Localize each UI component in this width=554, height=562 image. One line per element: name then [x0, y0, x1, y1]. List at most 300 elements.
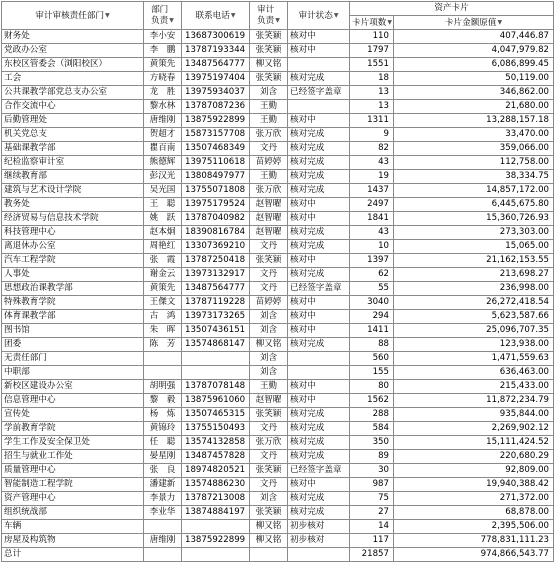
cell-value[interactable]: 19,940,388.42	[394, 478, 554, 492]
cell-dept[interactable]: 汽车工程学院	[2, 254, 144, 268]
cell-person[interactable]: 方晓春	[144, 72, 182, 86]
cell-auditor[interactable]: 张万欣	[250, 128, 288, 142]
cell-phone[interactable]: 13787078148	[182, 380, 250, 394]
col-header-status[interactable]	[288, 2, 350, 30]
cell-status[interactable]: 核对完成	[288, 506, 350, 520]
cell-auditor[interactable]: 文丹	[250, 478, 288, 492]
cell-auditor[interactable]: 柳又铭	[250, 58, 288, 72]
cell-value[interactable]: 6,445,675.80	[394, 198, 554, 212]
cell-status[interactable]: 核对完成	[288, 408, 350, 422]
cell-status[interactable]: 核对中	[288, 198, 350, 212]
cell-person[interactable]: 周艳红	[144, 240, 182, 254]
cell-person[interactable]: 李业华	[144, 506, 182, 520]
cell-phone[interactable]: 13487564777	[182, 58, 250, 72]
cell-value[interactable]: 21,680.00	[394, 100, 554, 114]
cell-person[interactable]: 潘建新	[144, 478, 182, 492]
cell-auditor[interactable]: 张万欣	[250, 184, 288, 198]
cell-status[interactable]: 核对完成	[288, 170, 350, 184]
col-header-person[interactable]	[144, 2, 182, 30]
col-header-auditor-label	[257, 5, 274, 27]
cell-dept[interactable]: 质量管理中心	[2, 464, 144, 478]
cell-count[interactable]: 1551	[350, 58, 394, 72]
cell-value[interactable]: 15,360,726.93	[394, 212, 554, 226]
cell-dept[interactable]: 信息管理中心	[2, 394, 144, 408]
cell-status[interactable]: 核对中	[288, 44, 350, 58]
cell-dept[interactable]: 团委	[2, 338, 144, 352]
cell-auditor[interactable]: 文丹	[250, 142, 288, 156]
col-header-status-label: 审计状态	[298, 10, 333, 21]
cell-auditor[interactable]: 柳又铭	[250, 534, 288, 548]
cell-dept[interactable]: 继续教育部	[2, 170, 144, 184]
cell-value[interactable]: 15,065.00	[394, 240, 554, 254]
cell-phone[interactable]: 13975934037	[182, 86, 250, 100]
cell-phone[interactable]: 13975110618	[182, 156, 250, 170]
cell-phone[interactable]: 15873157708	[182, 128, 250, 142]
cell-count[interactable]: 43	[350, 226, 394, 240]
cell-count[interactable]: 1841	[350, 212, 394, 226]
cell-person[interactable]: 瞿百南	[144, 142, 182, 156]
col-header-person-line2: 负责	[151, 15, 169, 26]
cell-dept[interactable]: 公共课教学部党总支办公室	[2, 86, 144, 100]
cell-count[interactable]: 88	[350, 338, 394, 352]
cell-count[interactable]: 110	[350, 30, 394, 44]
cell-phone[interactable]: 13787119228	[182, 296, 250, 310]
cell-auditor[interactable]: 张笑颖	[250, 464, 288, 478]
cell-phone[interactable]: 13574868147	[182, 338, 250, 352]
cell-status[interactable]: 核对完成	[288, 226, 350, 240]
cell-status[interactable]: 核对中	[288, 394, 350, 408]
cell-dept[interactable]: 总计	[2, 548, 144, 562]
cell-value[interactable]: 2,269,902.12	[394, 422, 554, 436]
cell-person[interactable]: 吴光国	[144, 184, 182, 198]
cell-status[interactable]: 核对完成	[288, 184, 350, 198]
cell-status[interactable]: 核对中	[288, 380, 350, 394]
cell-phone[interactable]: 13875922899	[182, 114, 250, 128]
cell-dept[interactable]: 特殊教育学院	[2, 296, 144, 310]
cell-dept[interactable]: 东校区管委会（浏阳校区）	[2, 58, 144, 72]
col-header-count[interactable]	[350, 16, 394, 30]
cell-value[interactable]: 407,446.87	[394, 30, 554, 44]
cell-count[interactable]: 14	[350, 520, 394, 534]
cell-person[interactable]: 唐维刚	[144, 114, 182, 128]
cell-value[interactable]: 215,433.00	[394, 380, 554, 394]
cell-person[interactable]: 唐维刚	[144, 534, 182, 548]
cell-status[interactable]: 核对完成	[288, 128, 350, 142]
cell-person[interactable]: 黎水林	[144, 100, 182, 114]
cell-count[interactable]: 80	[350, 380, 394, 394]
cell-dept[interactable]: 机关党总支	[2, 128, 144, 142]
cell-auditor[interactable]: 柳又铭	[250, 338, 288, 352]
cell-status[interactable]: 核对完成	[288, 338, 350, 352]
cell-phone[interactable]: 13487457828	[182, 450, 250, 464]
cell-value[interactable]: 213,698.27	[394, 268, 554, 282]
col-header-count-label: 卡片项数	[352, 17, 387, 28]
cell-phone[interactable]: 18390816784	[182, 226, 250, 240]
col-header-dept-label: 审计审核责任部门	[35, 10, 105, 21]
cell-value[interactable]: 25,096,707.35	[394, 324, 554, 338]
cell-auditor[interactable]: 张笑颖	[250, 72, 288, 86]
cell-value[interactable]: 68,878.00	[394, 506, 554, 520]
cell-dept[interactable]: 科技管理中心	[2, 226, 144, 240]
cell-person[interactable]: 赵本炯	[144, 226, 182, 240]
cell-dept[interactable]: 后勤管理处	[2, 114, 144, 128]
cell-status[interactable]	[288, 352, 350, 366]
cell-person[interactable]: 龙 胜	[144, 86, 182, 100]
cell-count[interactable]: 18	[350, 72, 394, 86]
cell-count[interactable]: 1437	[350, 184, 394, 198]
table-row	[2, 548, 554, 562]
cell-count[interactable]: 560	[350, 352, 394, 366]
cell-person[interactable]: 李小安	[144, 30, 182, 44]
cell-auditor[interactable]: 张笑颖	[250, 408, 288, 422]
table-row	[2, 352, 554, 366]
cell-dept[interactable]: 车辆	[2, 520, 144, 534]
cell-count[interactable]: 30	[350, 464, 394, 478]
cell-person[interactable]: 贺超才	[144, 128, 182, 142]
cell-phone[interactable]: 13787087236	[182, 100, 250, 114]
col-header-value[interactable]	[394, 16, 554, 30]
cell-dept[interactable]: 离退休办公室	[2, 240, 144, 254]
cell-count[interactable]: 55	[350, 282, 394, 296]
cell-count[interactable]: 350	[350, 436, 394, 450]
filter-dropdown-icon[interactable]: ▼	[169, 16, 174, 24]
cell-count[interactable]: 117	[350, 534, 394, 548]
table-row	[2, 44, 554, 58]
cell-status[interactable]: 核对中	[288, 212, 350, 226]
cell-count[interactable]: 584	[350, 422, 394, 436]
cell-count[interactable]: 155	[350, 366, 394, 380]
cell-auditor[interactable]: 刘含	[250, 86, 288, 100]
cell-value[interactable]: 50,119.00	[394, 72, 554, 86]
cell-value[interactable]: 1,471,559.63	[394, 352, 554, 366]
cell-auditor[interactable]: 文丹	[250, 422, 288, 436]
table-row	[2, 184, 554, 198]
cell-person[interactable]	[144, 548, 182, 562]
table-row	[2, 212, 554, 226]
cell-status[interactable]: 核对中	[288, 296, 350, 310]
cell-count[interactable]: 288	[350, 408, 394, 422]
cell-status[interactable]: 核对完成	[288, 422, 350, 436]
cell-auditor[interactable]: 刘含	[250, 352, 288, 366]
cell-value[interactable]: 346,862.00	[394, 86, 554, 100]
cell-auditor[interactable]: 苗婷婷	[250, 296, 288, 310]
cell-dept[interactable]: 无责任部门	[2, 352, 144, 366]
cell-count[interactable]: 1311	[350, 114, 394, 128]
cell-count[interactable]: 62	[350, 268, 394, 282]
cell-value[interactable]: 38,334.75	[394, 170, 554, 184]
cell-status[interactable]: 核对完成	[288, 156, 350, 170]
filter-dropdown-icon[interactable]: ▼	[230, 11, 236, 19]
cell-auditor[interactable]: 王勤	[250, 380, 288, 394]
cell-phone[interactable]: 13808497977	[182, 170, 250, 184]
cell-status[interactable]: 核对中	[288, 254, 350, 268]
cell-dept[interactable]: 教务处	[2, 198, 144, 212]
cell-phone[interactable]: 13755071808	[182, 184, 250, 198]
cell-value[interactable]: 6,086,899.45	[394, 58, 554, 72]
cell-person[interactable]	[144, 366, 182, 380]
cell-count[interactable]: 13	[350, 86, 394, 100]
cell-auditor[interactable]: 苗婷婷	[250, 156, 288, 170]
cell-person[interactable]: 胡明强	[144, 380, 182, 394]
cell-phone[interactable]	[182, 366, 250, 380]
cell-count[interactable]: 987	[350, 478, 394, 492]
cell-auditor[interactable]: 刘含	[250, 366, 288, 380]
cell-auditor[interactable]: 刘含	[250, 310, 288, 324]
cell-phone[interactable]: 13307369210	[182, 240, 250, 254]
table-row	[2, 128, 554, 142]
cell-value[interactable]: 13,288,157.18	[394, 114, 554, 128]
cell-auditor[interactable]: 赵智曜	[250, 226, 288, 240]
table-row	[2, 240, 554, 254]
cell-value[interactable]: 4,047,979.82	[394, 44, 554, 58]
cell-status[interactable]: 已经签字盖章	[288, 86, 350, 100]
table-row	[2, 310, 554, 324]
cell-status[interactable]: 核对完成	[288, 492, 350, 506]
cell-phone[interactable]	[182, 520, 250, 534]
cell-value[interactable]: 359,066.00	[394, 142, 554, 156]
cell-auditor[interactable]: 文丹	[250, 450, 288, 464]
cell-count[interactable]: 43	[350, 156, 394, 170]
cell-dept[interactable]: 宣传处	[2, 408, 144, 422]
cell-person[interactable]	[144, 352, 182, 366]
filter-dropdown-icon[interactable]: ▼	[333, 11, 339, 19]
cell-value[interactable]: 112,758.00	[394, 156, 554, 170]
cell-person[interactable]: 晏星刚	[144, 450, 182, 464]
cell-dept[interactable]: 新校区建设办公室	[2, 380, 144, 394]
cell-value[interactable]: 273,303.00	[394, 226, 554, 240]
cell-person[interactable]: 张 霞	[144, 254, 182, 268]
cell-value[interactable]: 21,162,153.55	[394, 254, 554, 268]
cell-count[interactable]: 75	[350, 492, 394, 506]
cell-value[interactable]: 236,998.00	[394, 282, 554, 296]
cell-value[interactable]: 11,872,234.79	[394, 394, 554, 408]
cell-value[interactable]: 2,395,506.00	[394, 520, 554, 534]
col-header-auditor[interactable]	[250, 2, 288, 30]
cell-person[interactable]: 黄策先	[144, 58, 182, 72]
cell-phone[interactable]: 18974820521	[182, 464, 250, 478]
cell-auditor[interactable]: 文丹	[250, 282, 288, 296]
cell-auditor[interactable]: 柳又铭	[250, 520, 288, 534]
cell-dept[interactable]: 经济贸易与信息技术学院	[2, 212, 144, 226]
cell-value[interactable]: 271,372.00	[394, 492, 554, 506]
cell-auditor[interactable]: 赵智曜	[250, 212, 288, 226]
cell-phone[interactable]: 13973132917	[182, 268, 250, 282]
cell-status[interactable]: 核对中	[288, 114, 350, 128]
table-row	[2, 366, 554, 380]
cell-dept[interactable]: 党政办公室	[2, 44, 144, 58]
cell-status[interactable]: 核对完成	[288, 268, 350, 282]
cell-phone[interactable]: 13787250418	[182, 254, 250, 268]
cell-person[interactable]: 黎 毅	[144, 394, 182, 408]
cell-person[interactable]: 姚 跃	[144, 212, 182, 226]
cell-count[interactable]: 10	[350, 240, 394, 254]
cell-person[interactable]: 王 聪	[144, 198, 182, 212]
cell-dept[interactable]: 人事处	[2, 268, 144, 282]
cell-person[interactable]: 王傑文	[144, 296, 182, 310]
cell-person[interactable]	[144, 520, 182, 534]
cell-value[interactable]: 5,623,587.66	[394, 310, 554, 324]
cell-person[interactable]: 任 聪	[144, 436, 182, 450]
cell-value[interactable]: 26,272,418.54	[394, 296, 554, 310]
cell-count[interactable]: 2497	[350, 198, 394, 212]
cell-value[interactable]: 15,111,424.52	[394, 436, 554, 450]
cell-auditor[interactable]: 赵智曜	[250, 198, 288, 212]
cell-status[interactable]: 已经签字盖章	[288, 282, 350, 296]
cell-person[interactable]: 李景力	[144, 492, 182, 506]
cell-dept[interactable]: 合作交流中心	[2, 100, 144, 114]
cell-status[interactable]: 核对中	[288, 310, 350, 324]
cell-person[interactable]: 彭汉光	[144, 170, 182, 184]
cell-status[interactable]: 核对中	[288, 324, 350, 338]
cell-count[interactable]: 9	[350, 128, 394, 142]
cell-status[interactable]	[288, 58, 350, 72]
cell-auditor[interactable]	[250, 548, 288, 562]
cell-value[interactable]: 123,938.00	[394, 338, 554, 352]
cell-value[interactable]: 636,463.00	[394, 366, 554, 380]
cell-dept[interactable]: 财务处	[2, 30, 144, 44]
cell-value[interactable]: 14,857,172.00	[394, 184, 554, 198]
filter-dropdown-icon[interactable]: ▼	[497, 18, 503, 26]
cell-dept[interactable]: 图书馆	[2, 324, 144, 338]
cell-count[interactable]: 19	[350, 170, 394, 184]
cell-person[interactable]: 张 良	[144, 464, 182, 478]
table-row	[2, 380, 554, 394]
cell-auditor[interactable]: 文丹	[250, 268, 288, 282]
cell-person[interactable]: 李 鹏	[144, 44, 182, 58]
cell-phone[interactable]: 13874884197	[182, 506, 250, 520]
cell-status[interactable]: 核对完成	[288, 240, 350, 254]
cell-auditor[interactable]: 张笑颖	[250, 30, 288, 44]
cell-dept[interactable]: 招生与就业工作处	[2, 450, 144, 464]
cell-phone[interactable]: 13574886230	[182, 478, 250, 492]
table-row	[2, 114, 554, 128]
cell-auditor[interactable]: 王勤	[250, 114, 288, 128]
cell-phone[interactable]: 13787040982	[182, 212, 250, 226]
cell-dept[interactable]: 纪检监察审计室	[2, 156, 144, 170]
cell-status[interactable]: 初步核对	[288, 534, 350, 548]
cell-dept[interactable]: 智能制造工程学院	[2, 478, 144, 492]
cell-status[interactable]: 核对中	[288, 478, 350, 492]
cell-count[interactable]: 1397	[350, 254, 394, 268]
cell-phone[interactable]	[182, 548, 250, 562]
cell-count[interactable]: 27	[350, 506, 394, 520]
cell-dept[interactable]: 学前教育学院	[2, 422, 144, 436]
cell-person[interactable]: 熊德辉	[144, 156, 182, 170]
filter-dropdown-icon[interactable]: ▼	[275, 16, 280, 24]
cell-auditor[interactable]: 张笑颖	[250, 254, 288, 268]
cell-count[interactable]: 1411	[350, 324, 394, 338]
cell-status[interactable]	[288, 100, 350, 114]
cell-value[interactable]: 974,866,543.77	[394, 548, 554, 562]
cell-dept[interactable]: 基础课教学部	[2, 142, 144, 156]
cell-dept[interactable]: 中职部	[2, 366, 144, 380]
cell-phone[interactable]: 13975197404	[182, 72, 250, 86]
cell-count[interactable]: 89	[350, 450, 394, 464]
cell-count[interactable]: 1562	[350, 394, 394, 408]
cell-phone[interactable]: 13507465315	[182, 408, 250, 422]
cell-value[interactable]: 935,844.00	[394, 408, 554, 422]
filter-dropdown-icon[interactable]: ▼	[105, 11, 110, 19]
cell-status[interactable]: 核对完成	[288, 142, 350, 156]
cell-value[interactable]: 92,809.00	[394, 464, 554, 478]
cell-phone[interactable]: 13787193344	[182, 44, 250, 58]
cell-count[interactable]: 1797	[350, 44, 394, 58]
cell-person[interactable]: 黄锦玲	[144, 422, 182, 436]
cell-dept[interactable]: 学生工作及安全保卫处	[2, 436, 144, 450]
cell-dept[interactable]: 体育课教学部	[2, 310, 144, 324]
cell-auditor[interactable]: 王勤	[250, 100, 288, 114]
filter-dropdown-icon[interactable]: ▼	[387, 18, 393, 26]
table-row	[2, 72, 554, 86]
cell-auditor[interactable]: 张笑颖	[250, 506, 288, 520]
cell-dept[interactable]: 组织统战部	[2, 506, 144, 520]
cell-phone[interactable]: 13875961060	[182, 394, 250, 408]
cell-person[interactable]: 朱 晖	[144, 324, 182, 338]
cell-person[interactable]: 杨 炼	[144, 408, 182, 422]
cell-status[interactable]: 初步核对	[288, 520, 350, 534]
cell-status[interactable]: 核对完成	[288, 72, 350, 86]
cell-status[interactable]	[288, 548, 350, 562]
cell-count[interactable]: 21857	[350, 548, 394, 562]
cell-auditor[interactable]: 王勤	[250, 170, 288, 184]
cell-phone[interactable]: 13973173265	[182, 310, 250, 324]
cell-auditor[interactable]: 刘含	[250, 492, 288, 506]
cell-person[interactable]: 陈 芳	[144, 338, 182, 352]
cell-dept[interactable]: 工会	[2, 72, 144, 86]
cell-person[interactable]: 谢金云	[144, 268, 182, 282]
cell-status[interactable]	[288, 366, 350, 380]
cell-person[interactable]: 古 鸿	[144, 310, 182, 324]
cell-dept[interactable]: 资产管理中心	[2, 492, 144, 506]
cell-status[interactable]: 核对中	[288, 30, 350, 44]
cell-count[interactable]: 13	[350, 100, 394, 114]
cell-phone[interactable]: 13975179524	[182, 198, 250, 212]
cell-auditor[interactable]: 张万欣	[250, 436, 288, 450]
cell-phone[interactable]: 13687300619	[182, 30, 250, 44]
cell-value[interactable]: 778,831,111.23	[394, 534, 554, 548]
cell-dept[interactable]: 建筑与艺术设计学院	[2, 184, 144, 198]
col-header-phone[interactable]	[182, 2, 250, 30]
cell-auditor[interactable]: 张笑颖	[250, 44, 288, 58]
table-row	[2, 226, 554, 240]
cell-phone[interactable]: 13487564777	[182, 282, 250, 296]
cell-phone[interactable]: 13507468349	[182, 142, 250, 156]
cell-phone[interactable]: 13787213008	[182, 492, 250, 506]
cell-phone[interactable]: 13875922899	[182, 534, 250, 548]
cell-auditor[interactable]: 文丹	[250, 240, 288, 254]
cell-person[interactable]: 黄策先	[144, 282, 182, 296]
cell-value[interactable]: 33,470.00	[394, 128, 554, 142]
cell-auditor[interactable]: 刘含	[250, 324, 288, 338]
cell-dept[interactable]: 房屋及构筑物	[2, 534, 144, 548]
cell-count[interactable]: 82	[350, 142, 394, 156]
cell-count[interactable]: 294	[350, 310, 394, 324]
cell-status[interactable]: 核对完成	[288, 450, 350, 464]
table-row	[2, 254, 554, 268]
cell-status[interactable]: 已经签字盖章	[288, 464, 350, 478]
cell-dept[interactable]: 思想政治课教学部	[2, 282, 144, 296]
cell-phone[interactable]: 13574132858	[182, 436, 250, 450]
cell-count[interactable]: 3040	[350, 296, 394, 310]
table-row	[2, 394, 554, 408]
cell-phone[interactable]	[182, 352, 250, 366]
cell-value[interactable]: 220,680.29	[394, 450, 554, 464]
col-header-dept[interactable]	[2, 2, 144, 30]
cell-phone[interactable]: 13755150493	[182, 422, 250, 436]
cell-phone[interactable]: 13507436151	[182, 324, 250, 338]
cell-status[interactable]: 核对完成	[288, 436, 350, 450]
cell-auditor[interactable]: 赵智曜	[250, 394, 288, 408]
